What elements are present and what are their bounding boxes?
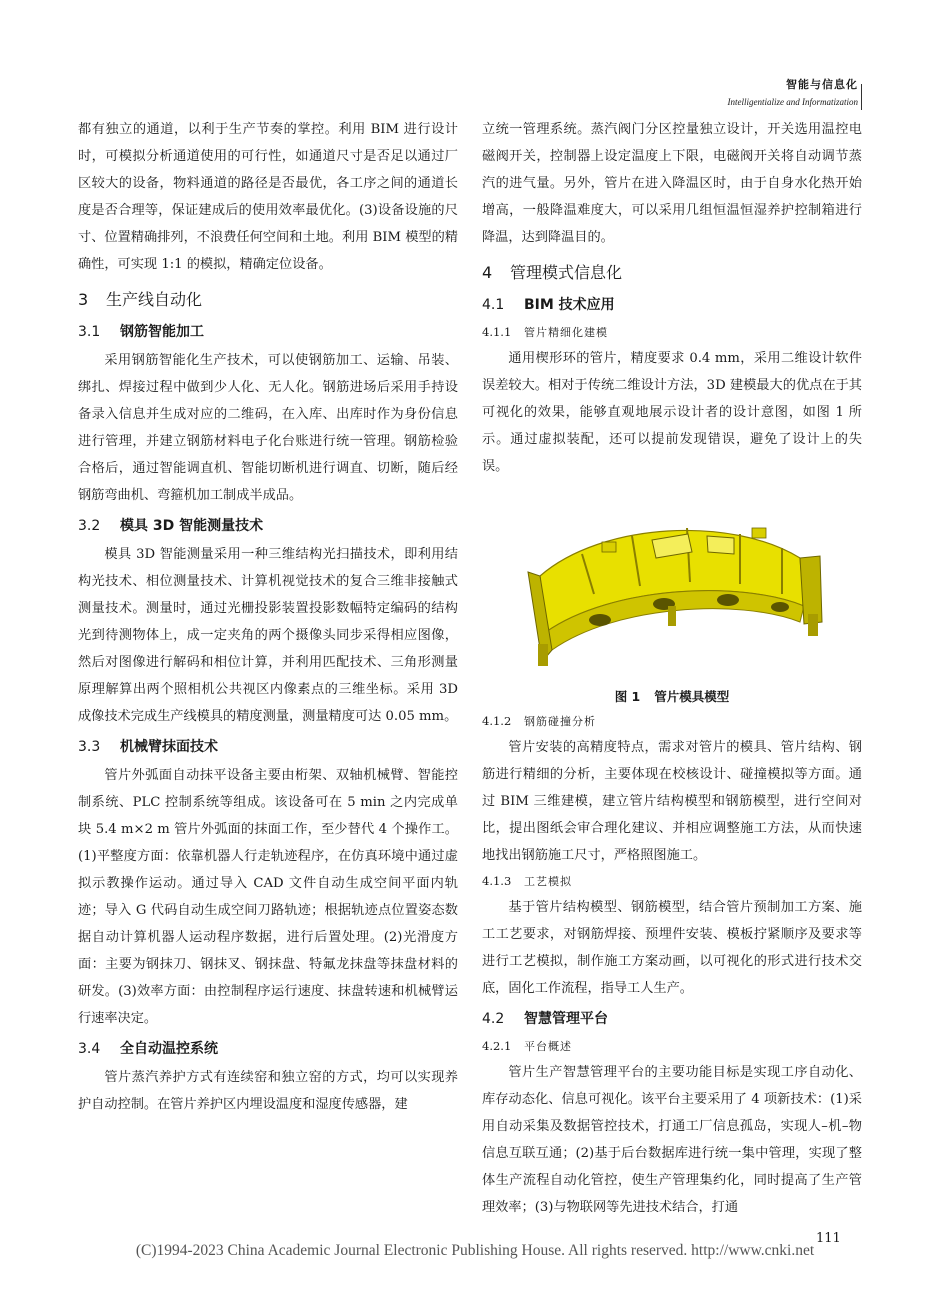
paragraph: 基于管片结构模型、钢筋模型，结合管片预制加工方案、施工工艺要求，对钢筋焊接、预埋件安装、模板拧紧顺序及要求等进行工艺模拟，制作施工方案动画，以可视化的形式进行技术交底，固化工作流程，指导工人生产。 <box>482 900 862 996</box>
subsubsection-title: 钢筋碰撞分析 <box>524 715 596 728</box>
subsection-number: 3.4 <box>78 1041 101 1057</box>
subsection-heading <box>78 513 458 539</box>
header-divider <box>861 84 862 110</box>
page-number: 111 <box>816 1231 841 1246</box>
subsubsection-number: 4.1.2 <box>482 714 512 728</box>
paragraph: 都有独立的通道，以利于生产节奏的掌控。利用 BIM 进行设计时，可模拟分析通道使用的可行性，如通道尺寸是否足以通过厂区较大的设备，物料通道的路径是否最优，各工序之间的通道长度是否合理等，保证建成后的使用效率最优化。(3)设备设施的尺寸、位置精确排列，不浪费任何空间和土地。利用 BIM 模型的精确性，可实现 1:1 的模拟，精确定位设备。 <box>78 122 458 272</box>
subsection-number: 3.3 <box>78 739 101 755</box>
subsubsection-number: 4.1.1 <box>482 325 512 339</box>
subsubsection-number: 4.1.3 <box>482 874 512 888</box>
section-number: 3 <box>78 290 89 309</box>
journal-title-cn: 智能与信息化 <box>786 78 858 91</box>
subsection-number: 4.1 <box>482 297 505 313</box>
subsubsection-title: 管片精细化建模 <box>524 326 608 339</box>
paragraph: 立统一管理系统。蒸汽阀门分区控量独立设计，开关选用温控电磁阀开关，控制器上设定温度上下限，电磁阀开关将自动调节蒸汽的进气量。另外，管片在进入降温区时，由于自身水化热开始增高，一般降温难度大，可以采用几组恒温恒湿养护控制箱进行降温，达到降温目的。 <box>482 122 862 245</box>
copyright-footer: (C)1994-2023 China Academic Journal Electronic Publishing House. All rights reserved. http://www.cnki.net <box>135 1242 815 1259</box>
subsection-heading <box>482 1006 862 1032</box>
figure-segment-mold-model <box>482 494 862 679</box>
subsubsection-heading <box>482 1034 862 1059</box>
subsubsection-title: 平台概述 <box>524 1040 572 1053</box>
paragraph: 管片蒸汽养护方式有连续窑和独立窑的方式，均可以实现养护自动控制。在管片养护区内埋设温度和湿度传感器，建 <box>78 1070 458 1112</box>
paragraph: 模具 3D 智能测量采用一种三维结构光扫描技术，即利用结构光技术、相位测量技术、计算机视觉技术的复合三维非接触式测量技术。测量时，通过光栅投影装置投影数幅特定编码的结构光到待测物体上，成一定夹角的两个摄像头同步采得相应图像，然后对图像进行解码和相位计算，并利用匹配技术、三角形测量原理解算出两个照相机公共视区内像素点的三维坐标。采用 3D 成像技术完成生产线模具的精度测量，测量精度可达 0.05 mm。 <box>78 547 458 724</box>
figure-title: 管片模具模型 <box>654 689 730 704</box>
paragraph: 采用钢筋智能化生产技术，可以使钢筋加工、运输、吊装、绑扎、焊接过程中做到少人化、无人化。钢筋进场后采用手持设备录入信息并生成对应的二维码，在入库、出库时作为身份信息进行管理，并建立钢筋材料电子化台账进行统一管理。钢筋检验合格后，通过智能调直机、智能切断机进行调直、切断，随后经钢筋弯曲机、弯箍机加工制成半成品。 <box>78 353 458 503</box>
section-heading <box>482 259 862 286</box>
subsection-heading <box>482 292 862 318</box>
subsection-number: 4.2 <box>482 1011 505 1027</box>
left-column <box>78 116 458 1118</box>
segment-mold-illustration <box>482 494 862 679</box>
journal-title-en: Intelligentialize and Informatization <box>727 97 858 107</box>
paragraph: 通用楔形环的管片，精度要求 0.4 mm，采用二维设计软件误差较大。相对于传统二维设计方法，3D 建模最大的优点在于其可视化的效果，能够直观地展示设计者的设计意图，如图 1 所示。通过虚拟装配，还可以提前发现错误，避免了设计上的失误。 <box>482 351 862 474</box>
figure-label: 图 1 <box>614 689 641 704</box>
section-number: 4 <box>482 263 493 282</box>
paragraph: 管片外弧面自动抹平设备主要由桁架、双轴机械臂、智能控制系统、PLC 控制系统等组成。该设备可在 5 min 之内完成单块 5.4 m×2 m 管片外弧面的抹面工作，至少替代 4 个操作工。(1)平整度方面：依靠机器人行走轨迹程序，在仿真环境中通过虚拟示教操作运动。通过导入 CAD 文件自动生成空间平面内轨迹；导入 G 代码自动生成空间刀路轨迹；根据轨迹点位置姿态数据自动计算机器人运动程序数据，进行后置处理。(2)光滑度方面：主要为钢抹刀、钢抹叉、钢抹盘、特氟龙抹盘等抹盘材料的研发。(3)效率方面：由控制程序运行速度、抹盘转速和机械臂运行速率决定。 <box>78 768 458 1026</box>
subsubsection-heading <box>482 869 862 894</box>
subsection-number: 3.2 <box>78 518 101 534</box>
subsection-title: 模具 3D 智能测量技术 <box>120 518 264 534</box>
paragraph: 管片生产智慧管理平台的主要功能目标是实现工序自动化、库存动态化、信息可视化。该平台主要采用了 4 项新技术：(1)采用自动采集及数据管控技术，打通工厂信息孤岛，实现人–机–物信息互联互通；(2)基于后台数据库进行统一集中管理，实现了整体生产流程自动化管控，使生产管理集约化，同时提高了生产管理效率；(3)与物联网等先进技术结合，打通 <box>482 1065 862 1215</box>
subsubsection-heading <box>482 709 862 734</box>
subsection-title: BIM 技术应用 <box>524 297 615 313</box>
running-header <box>728 76 859 107</box>
paragraph: 管片安装的高精度特点，需求对管片的模具、管片结构、钢筋进行精细的分析，主要体现在校核设计、碰撞模拟等方面。通过 BIM 三维建模，建立管片结构模型和钢筋模型，进行空间对比，提出图纸会审合理化建议、并相应调整施工方法，从而快速地找出钢筋施工尺寸，严格照图施工。 <box>482 740 862 863</box>
subsection-title: 全自动温控系统 <box>120 1041 218 1057</box>
subsection-heading <box>78 734 458 760</box>
subsubsection-title: 工艺模拟 <box>524 875 572 888</box>
mold-body <box>528 528 822 666</box>
subsection-number: 3.1 <box>78 324 101 340</box>
subsection-title: 智慧管理平台 <box>524 1011 608 1027</box>
subsubsection-heading <box>482 320 862 345</box>
section-title: 生产线自动化 <box>106 290 203 309</box>
figure-caption <box>482 683 862 709</box>
subsection-title: 钢筋智能加工 <box>120 324 204 340</box>
subsubsection-number: 4.2.1 <box>482 1039 512 1053</box>
section-title: 管理模式信息化 <box>510 263 623 282</box>
subsection-title: 机械臂抹面技术 <box>120 739 218 755</box>
subsection-heading <box>78 319 458 345</box>
subsection-heading <box>78 1036 458 1062</box>
right-column <box>482 116 862 1221</box>
section-heading <box>78 286 458 313</box>
